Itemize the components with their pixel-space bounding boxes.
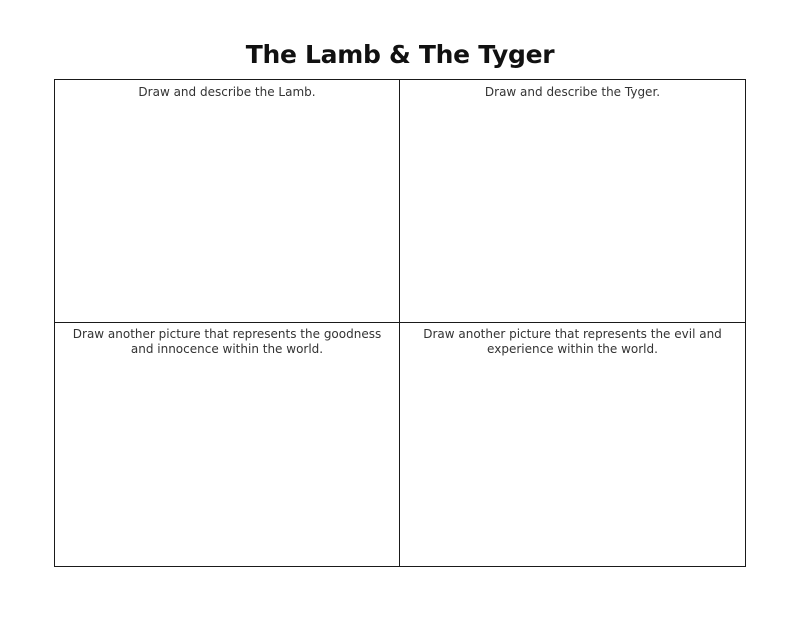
box-evil-experience[interactable] <box>400 323 745 566</box>
box-prompt: Draw another picture that represents the evil and experience within the world. <box>423 327 722 356</box>
drawing-grid <box>54 79 746 567</box>
box-draw-tyger[interactable] <box>400 80 745 323</box>
worksheet-title: The Lamb & The Tyger <box>245 40 555 69</box>
box-draw-lamb[interactable] <box>55 80 400 323</box>
box-prompt: Draw and describe the Tyger. <box>484 85 661 99</box>
box-goodness-innocence[interactable] <box>55 323 400 566</box>
box-prompt: Draw another picture that represents the goodness and innocence within the world. <box>72 327 382 356</box>
box-prompt: Draw and describe the Lamb. <box>138 85 316 99</box>
